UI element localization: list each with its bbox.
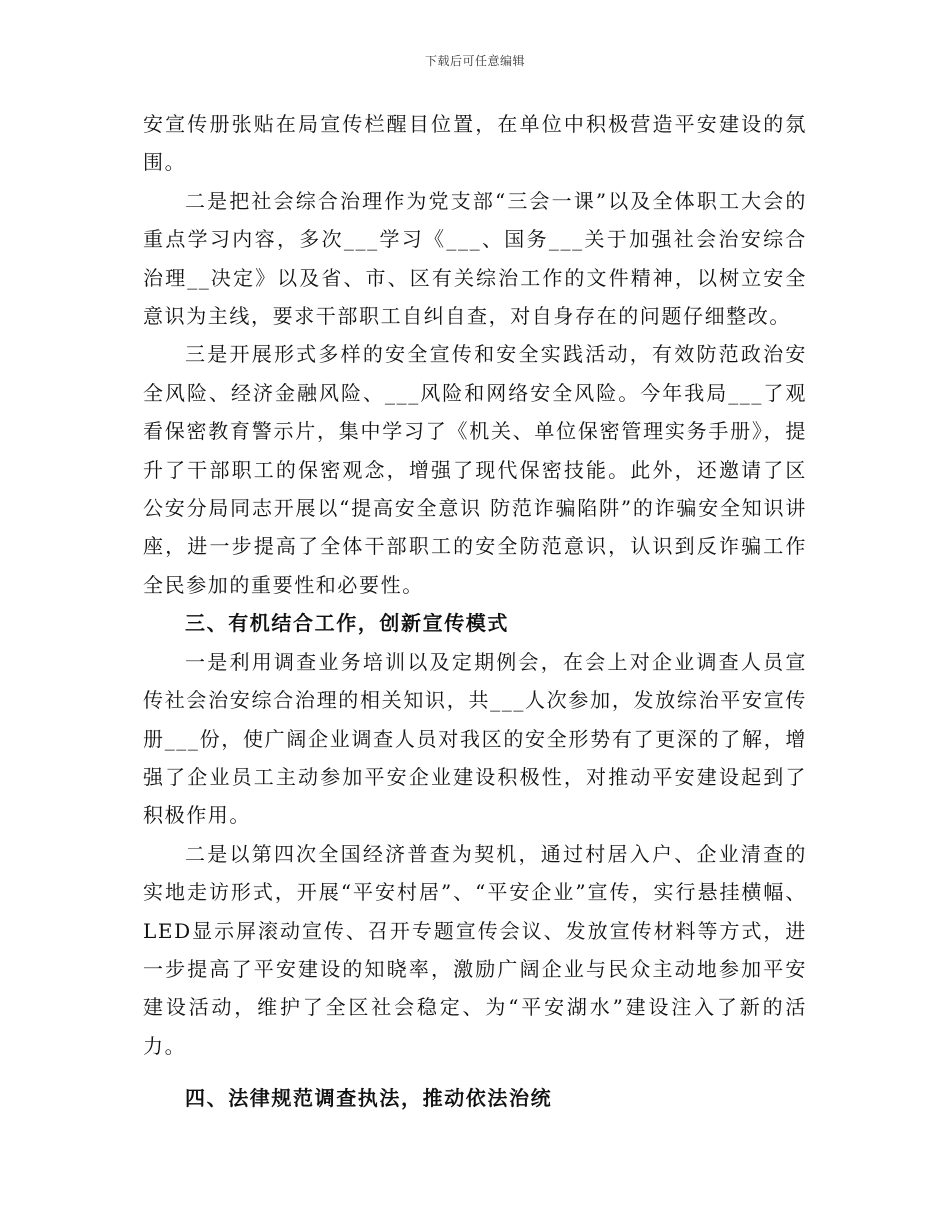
section-heading-4: 四、法律规范调查执法，推动依法治统: [185, 1086, 553, 1111]
page-header: 下载后可任意编辑: [424, 54, 525, 68]
paragraph-party-study: 二是把社会综合治理作为党支部“三会一课”以及全体职工大会的重点学习内容，多次___学习《___、国务___关于加强社会治安综合治理__决定》以及省、市、区有关综治工作的文件精神，以树立安全意识为主线，要求干部职工自纠自查，对自身存在的问题仔细整改。: [143, 188, 807, 329]
paragraph-census: 二是以第四次全国经济普查为契机，通过村居入户、企业清查的实地走访形式，开展“平安村居”、“平安企业”宣传，实行悬挂横幅、LED显示屏滚动宣传、召开专题宣传会议、发放宣传材料等方式，进一步提高了平安建设的知晓率，激励广阔企业与民众主动地参加平安建设活动，维护了全区社会稳定、为“平安湖水”建设注入了新的活力。: [143, 841, 807, 1058]
section-heading-3: 三、有机结合工作，创新宣传模式: [185, 611, 509, 636]
paragraph-training: 一是利用调查业务培训以及定期例会，在会上对企业调查人员宣传社会治安综合治理的相关知识，共___人次参加，发放综治平安宣传册___份，使广阔企业调查人员对我区的安全形势有了更深的了解，增强了企业员工主动参加平安企业建设积极性，对推动平安建设起到了积极作用。: [143, 649, 807, 828]
paragraph-continued: 安宣传册张贴在局宣传栏醒目位置，在单位中积极营造平安建设的氛围。: [143, 112, 807, 175]
document-body: [143, 105, 807, 1118]
paragraph-safety-activities: 三是开展形式多样的安全宣传和安全实践活动，有效防范政治安全风险、经济金融风险、___风险和网络安全风险。今年我局___了观看保密教育警示片，集中学习了《机关、单位保密管理实务手册》，提升了干部职工的保密观念，增强了现代保密技能。此外，还邀请了区公安分局同志开展以“提高安全意识 防范诈骗陷阱”的诈骗安全知识讲座，进一步提高了全体干部职工的安全防范意识，认识到反诈骗工作全民参加的重要性和必要性。: [143, 342, 807, 597]
